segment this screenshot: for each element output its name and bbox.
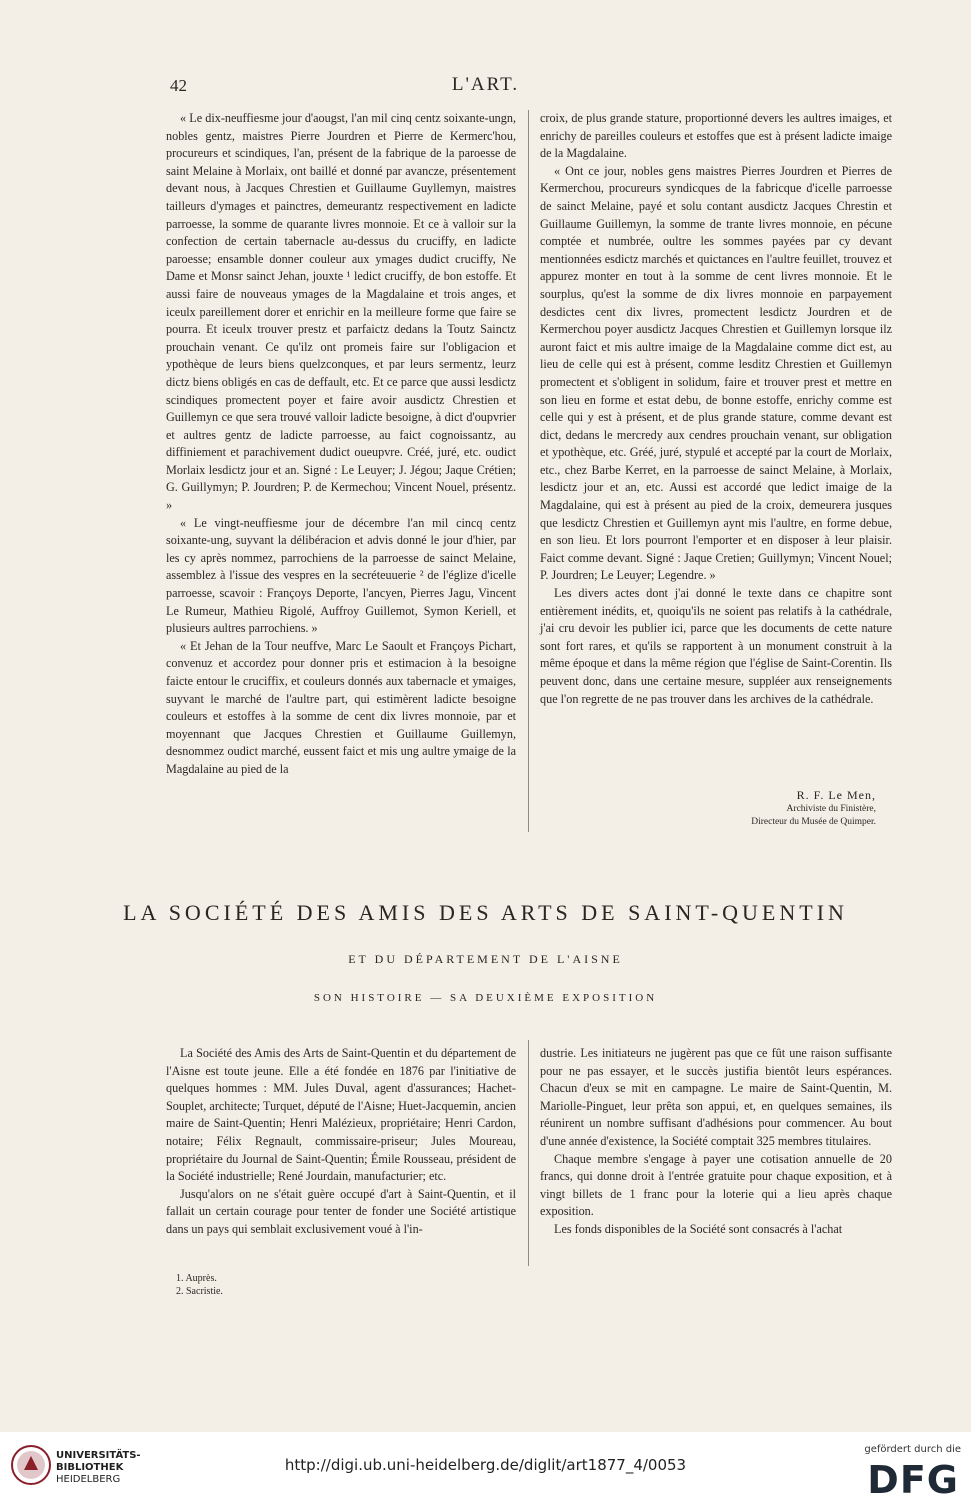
section-subtitle: ET DU DÉPARTEMENT DE L'AISNE [348, 952, 623, 966]
column-a [166, 110, 516, 779]
viewer-footer [0, 1432, 971, 1509]
paragraph: « Ont ce jour, nobles gens maistres Pierres Jourdren et Pierres de Kermerchou, procureurs syndicques de la fabricque d'icelle parroesse de sainct Melaine, payé et solu contant ausdictz Jacques Chrestin et Guillaume Guillemyn, la somme de trante livres monnoie, en pécune comptée et numbrée, oultre les sommes payées par cy devant mentionnées esdictz marchés et quictances en l'aultre feuillet, trouvez et appurez monter en tout à la somme de cent livres monnoie. Et le sourplus, qu'est la somme de dix livres monnoie en parpayement desdictes cent dix livres, promectent lesdictz Jourdren et de Kermerchou poyer ausdictz Jacques Chrestien et Guillemyn lorsque ilz auront faict et mis aultre imaige de la Magdalaine comme dict est, au lieu de celle qui est à présent, comme lesditz Chrestien et Guillemyn promectent et s'obligent in solidum, faire et trouver prest et mettre en son lieu en forme et estat debu, de bonne estoffe, enrichy comme est celle qui y est à présent, et de plus grande stature, comme devant est dict, dedans le mercredy aux cendres prouchain venant, sur obligation et ypothèque, etc. Gréé, juré, stypulé et accepté par la court de Morlaix, etc., chez Barbe Kerret, en la parroesse de sainct Melaine, à Morlaix, lesdictz jour et an, etc. Aussi est accordé que ledict imaige de la Magdalaine, qui est à présent au pied de la croix, demeurera jusques que lesdictz Chrestien et Guillemyn aynt mis l'aultre, en forme debue, en son lieu. Et lors pourront l'emporter et en disposer à leur plaisir. Faict comme devant. Signé : Jaque Cretien; Guillymyn; Vincent Nouel; P. Jourdren; Le Leuyer; Legendre. » [540, 163, 892, 583]
page-number: 42 [170, 76, 187, 95]
paragraph: Les divers actes dont j'ai donné le texte dans ce chapitre sont entièrement inédits, et, quoiqu'ils ne soient pas relatifs à la cathédrale, j'ai cru devoir les publier ici, parce que les documents de cette nature sont fort rares, et qu'ils se rapportent à un monument construit à la même époque et dans la même région que l'église de Saint-Corentin. Ils peuvent donc, dans une certaine mesure, suppléer aux renseignements que l'on regrette de ne pas trouver dans les archives de la cathédrale. [540, 586, 892, 706]
paragraph: Les fonds disponibles de la Société sont consacrés à l'achat [554, 1221, 843, 1236]
paragraph: dustrie. Les initiateurs ne jugèrent pas que ce fût une raison suffisante pour ne pas essayer, et le succès justifia bientôt leurs espérances. Chacun d'eux se mit en campagne. Le maire de Saint-Quentin, M. Mariolle-Pinguet, leur prêta son appui, et, en quelques semaines, ils réunirent un nombre suffisant d'adhésions pour commencer. Au bout d'une année d'existence, la Société comptait 325 membres titulaires. [540, 1046, 892, 1148]
footnote: 2. Sacristie. [176, 1286, 223, 1297]
permalink-url[interactable]: http://digi.ub.uni-heidelberg.de/diglit/art1877_4/0053 [284, 1456, 687, 1474]
section-title: LA SOCIÉTÉ DES AMIS DES ARTS DE SAINT-QUENTIN [123, 900, 848, 925]
column-c [166, 1045, 516, 1239]
column-divider [528, 110, 529, 832]
paragraph: « Le vingt-neuffiesme jour de décembre l'an mil cincq centz soixante-ung, suyvant la délibéracion et advis donné le jour d'hier, par les cy après nommez, parrochiens de la parroesse de sainct Melaine, assemblez à l'issue des vespres en la secréteuuerie ² de l'églize d'icelle parroesse, scavoir : Françoys Deporte, l'ancyen, Pierres Jagu, Vincent Le Rumeur, Mathieu Rigolé, Auffroy Guillemot, Symon Keriell, et plusieurs aultres parrochiens. » [166, 515, 516, 636]
dfg-logo: DFG [867, 1458, 959, 1502]
paragraph: croix, de plus grande stature, proportionné devers les aultres imaiges, et enrichy de pareilles couleurs et estoffes que est à présent ladicte imaige de la Magdalaine. [540, 111, 892, 161]
column-b [540, 110, 892, 708]
running-title: L'ART. [451, 74, 520, 95]
signature-name: R. F. Le Men, [796, 788, 876, 802]
section-subtitle-2: SON HISTOIRE — SA DEUXIÈME EXPOSITION [313, 992, 658, 1004]
library-name-line: BIBLIOTHEK [56, 1462, 124, 1473]
paragraph: Chaque membre s'engage à payer une cotisation annuelle de 20 francs, qui donne droit à l'entrée gratuite pour chaque exposition, et à vingt billets de 1 franc pour la loterie qui a lieu après chaque exposition. [540, 1151, 892, 1219]
paragraph: La Société des Amis des Arts de Saint-Quentin et du département de l'Aisne est toute jeune. Elle a été fondée en 1876 par l'initiative de quelques hommes : MM. Jules Duval, agent d'assurances; Hachet-Souplet, architecte; Turquet, député de l'Aisne; Huet-Jacquemin, ancien maire de Saint-Quentin; Henri Malézieux, propriétaire; Henri Cardon, notaire; Félix Regnault, commissaire-priseur; Jules Moureau, propriétaire du Journal de Saint-Quentin; Émile Rousseau, président de la Société industrielle; René Jourdain, manufacturier; etc. [166, 1046, 516, 1184]
column-d [540, 1045, 892, 1239]
funded-by-label: gefördert durch die [864, 1444, 961, 1455]
paragraph: « Et Jehan de la Tour neuffve, Marc Le Saoult et Françoys Pichart, convenuz et accordez pour donner pris et estimacion à la besoigne faicte entour le cruciffix, et couleurs donnés aux tabernacle et ymaiges, suyvant le marché de l'aultre part, qui estimèrent ladicte besoigne couleurs et estoffes à la somme de cent dix livres monnoie, par et moyennant que Jacques Chrestien et Guillaume Guillemyn, desnommez oudict marché, eussent faict et mis ung aultre ymaige de la Magdalaine au pied de la [166, 638, 516, 776]
paragraph: Jusqu'alors on ne s'était guère occupé d'art à Saint-Quentin, et il fallait un certain courage pour tenter de fonder une Société artistique dans un pays qui semblait exclusivement voué à l'in- [166, 1186, 516, 1236]
footnotes [176, 1272, 223, 1298]
column-divider [528, 1040, 529, 1266]
library-name-line: HEIDELBERG [56, 1474, 121, 1485]
paragraph: « Le dix-neuffiesme jour d'aougst, l'an mil cinq centz soixante-ungn, nobles gentz, maistres Pierre Jourdren et Pierre de Kermerc'hou, procureurs et scindiques, l'an, présent de la fabrique de la paroesse de saint Melaine à Morlaix, ont baillé et donné par avancze, présentement devant nous, à Jacques Chrestien et Guillaume Guyllemyn, maistres tailleurs d'ymages et painctres, demeurantz respectivement en ladicte parroesse, la somme de quarante livres monnoie. Et ce à valloir sur la confection de certain tabernacle au-dessus du cruciffy, en ladicte paroesse; ensamble donner couleur aux ymages dudict cruciffy, Ne Dame et Monsr sainct Jehan, jouxte ¹ ledict cruciffy, de bon estoffe. Et aussi faire de nouveaus ymages de la Magdalaine et trois anges, et iceulx pareillement dorer et enrichir en la meilleure forme que faire se pourra. Et iceulx trouver prestz et parfaictz dedans la Toutz Sainctz prouchain venant. Ce qu'ilz ont promeis faire sur l'obligacion et ypothèque de leurs biens quelzconques, et par leurs sermentz, leurz dictz biens obligés en cas de deffault, etc. Et ce parce que aussi lesdictz scindiques promectent poyer et faire avoir ausdictz Chrestien et Guillemyn ce que sera trouvé valloir ladicte besoigne, à dict d'oupvrier et aultres gentz de ladicte parroesse, au faict cognoissantz, au diffiniement et parachivement dudict oueupvre. Créé, juré, etc. oudict Morlaix lesdictz jour et an. Signé : Le Leuyer; J. Jégou; Jaque Crétien; G. Guillymyn; P. Jourdren; P. de Kermechou; Vincent Nouel, présentz. » [166, 111, 516, 513]
footnote: 1. Auprès. [176, 1273, 217, 1284]
signature-title-2: Directeur du Musée de Quimper. [751, 817, 876, 827]
library-name-line: UNIVERSITÄTS- [56, 1450, 141, 1461]
signature-block [700, 788, 876, 829]
signature-title-1: Archiviste du Finistère, [786, 804, 876, 814]
